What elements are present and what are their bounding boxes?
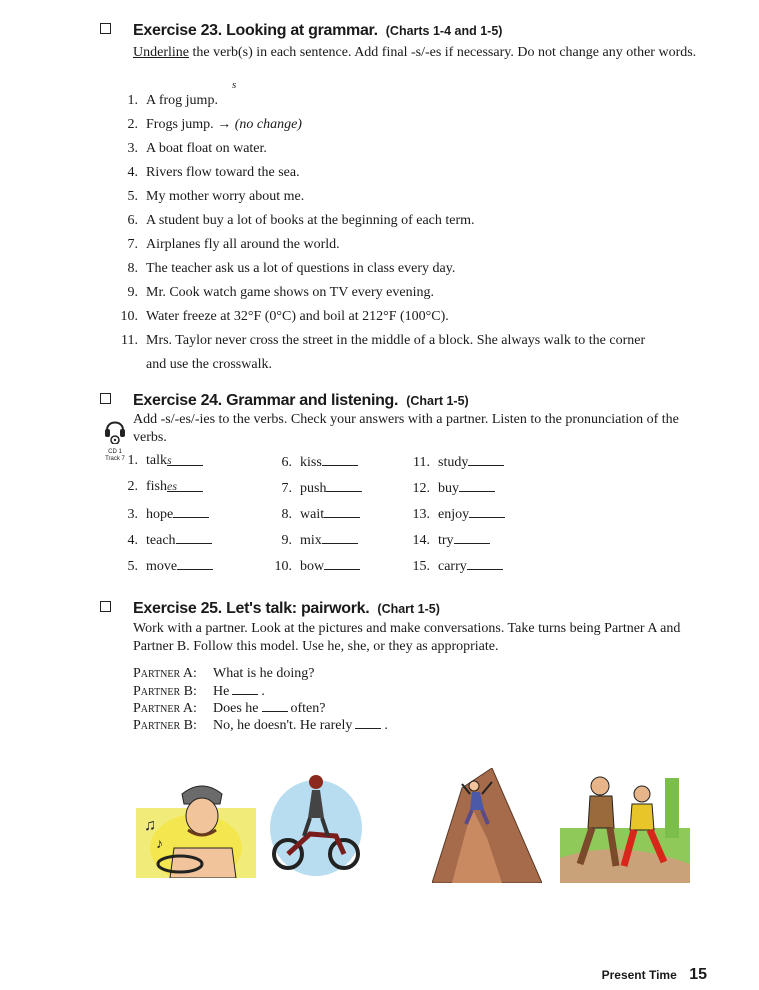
verb-item <box>266 505 360 523</box>
item-number: 13. <box>412 507 430 522</box>
verb-item <box>404 453 504 471</box>
item-number: 1. <box>127 453 138 468</box>
item-text: Mrs. Taylor never cross the street in the middle of a block. She always walk to the corner <box>146 333 646 348</box>
answer-blank[interactable] <box>467 557 503 570</box>
verb-word: talk <box>146 453 167 468</box>
verb-item <box>266 531 358 549</box>
dialogue-line <box>133 683 265 700</box>
verb-word: try <box>438 533 454 548</box>
verb-item <box>112 453 203 469</box>
item-number: 5. <box>127 189 138 204</box>
item-text: My mother worry about me. <box>146 189 305 204</box>
verb-item <box>404 505 505 523</box>
item-number: 10. <box>120 309 138 324</box>
item-text: Rivers flow toward the sea. <box>146 165 300 180</box>
verb-item <box>266 479 362 497</box>
dialogue-line <box>133 700 325 717</box>
item-number: 4. <box>127 533 138 548</box>
item-number: 8. <box>281 507 292 522</box>
verb-item <box>404 479 495 497</box>
item-text: Water freeze at 32°F (0°C) and boil at 212°F (100°C). <box>146 309 449 324</box>
svg-text:♪: ♪ <box>156 837 163 852</box>
item-number: 2. <box>127 479 138 494</box>
exercise-23-title: Exercise 23. Looking at grammar. <box>133 22 378 39</box>
checkbox-icon[interactable] <box>100 601 111 612</box>
mountain-climbing-picture <box>432 768 542 883</box>
answer-blank[interactable] <box>322 531 358 544</box>
answer-blank[interactable] <box>454 531 490 544</box>
item-note: (no change) <box>234 117 302 132</box>
answer-blank[interactable] <box>469 505 505 518</box>
exercise-24-title: Exercise 24. Grammar and listening. <box>133 392 399 409</box>
item-number: 10. <box>274 559 292 574</box>
verb-word: hope <box>146 507 174 522</box>
item-number: 7. <box>281 481 292 496</box>
list-item <box>112 141 267 157</box>
item-text: A student buy a lot of books at the beginning of each term. <box>146 213 475 228</box>
item-number: 9. <box>127 285 138 300</box>
dialogue-blank[interactable] <box>355 717 381 729</box>
verb-word: kiss <box>300 455 322 470</box>
exercise-25-instruction: Work with a partner. Look at the pictures and make conversations. Take turns being Partner A and Partner B. Follow this model. Use he, she, or they as appropriate. <box>133 621 681 654</box>
dialogue-line <box>133 717 388 734</box>
man-driving-picture <box>136 768 256 878</box>
verb-word: buy <box>438 481 459 496</box>
speaker-label: Partner A: <box>133 701 197 716</box>
answer-blank[interactable]: s <box>167 453 203 466</box>
answer-blank[interactable] <box>322 453 358 466</box>
item-number: 1. <box>127 93 138 108</box>
answer-blank[interactable] <box>459 479 495 492</box>
verb-word: bow <box>300 559 325 574</box>
speaker-label: Partner B: <box>133 684 197 699</box>
item-text: A boat float on water. <box>146 141 267 156</box>
verb-item <box>266 557 360 575</box>
item-number: 14. <box>412 533 430 548</box>
item-number: 7. <box>127 237 138 252</box>
item-number: 8. <box>127 261 138 276</box>
dialogue-blank[interactable] <box>262 700 288 712</box>
item-number: 12. <box>412 481 430 496</box>
item-number: 3. <box>127 507 138 522</box>
exercise-25-charts: (Chart 1-5) <box>377 602 440 616</box>
item-text: Mr. Cook watch game shows on TV every evening. <box>146 285 434 300</box>
svg-text:♫: ♫ <box>144 817 156 834</box>
list-item <box>112 333 645 349</box>
verb-item <box>112 479 203 495</box>
verb-word: wait <box>300 507 325 522</box>
verb-item <box>266 453 358 471</box>
answer-blank[interactable] <box>324 505 360 518</box>
item-text: The teacher ask us a lot of questions in class every day. <box>146 261 456 276</box>
verb-word: mix <box>300 533 322 548</box>
verb-item <box>404 557 503 575</box>
checkbox-icon[interactable] <box>100 23 111 34</box>
list-item <box>112 93 218 109</box>
verb-word: push <box>300 481 327 496</box>
item-number: 15. <box>412 559 430 574</box>
list-item <box>112 213 475 229</box>
exercise-23-charts: (Charts 1-4 and 1-5) <box>385 24 503 38</box>
verb-item <box>112 505 209 523</box>
dialogue-text-end: often? <box>290 701 326 716</box>
verb-word: study <box>438 455 469 470</box>
item-number: 6. <box>127 213 138 228</box>
list-item <box>112 261 455 277</box>
verb-word: teach <box>146 533 176 548</box>
exercise-24-instruction: Add -s/-es/-ies to the verbs. Check your answers with a partner. Listen to the pronunciation of the verbs. <box>133 412 679 445</box>
inserted-s-mark: s <box>232 79 237 91</box>
item-number: 11. <box>413 455 430 470</box>
item-text: A frog jump. <box>146 93 218 108</box>
dialogue-text-end: . <box>261 684 265 699</box>
exercise-25-title: Exercise 25. Let's talk: pairwork. <box>133 600 370 617</box>
verb-item <box>404 531 490 549</box>
dialogue-text: No, he doesn't. He rarely <box>213 718 353 733</box>
answer-blank[interactable] <box>176 531 212 544</box>
dialogue-line <box>133 666 314 682</box>
item-number: 6. <box>281 455 292 470</box>
list-item <box>112 285 434 301</box>
list-item <box>112 165 300 181</box>
page-number: 15 <box>689 966 707 983</box>
item-number: 2. <box>127 117 138 132</box>
headphones-icon <box>103 414 127 444</box>
page-footer <box>602 966 707 984</box>
footer-section: Present Time <box>601 968 677 982</box>
list-item <box>112 117 302 133</box>
exercise-23-instruction <box>133 44 703 62</box>
verb-item <box>112 531 212 549</box>
exercise-24-charts: (Chart 1-5) <box>406 394 469 408</box>
item-text: Airplanes fly all around the world. <box>146 237 340 252</box>
exercise-24-header <box>100 392 469 410</box>
verb-word: fish <box>146 479 167 494</box>
cd-label: CD 1 <box>108 449 122 455</box>
answer-blank[interactable] <box>177 557 213 570</box>
dialogue-text: Does he <box>213 701 259 716</box>
exercise-25-header <box>100 600 440 618</box>
answer-blank[interactable] <box>468 453 504 466</box>
list-item <box>112 237 340 253</box>
answer-blank[interactable]: es <box>167 479 203 492</box>
dialogue-text: He <box>213 684 230 699</box>
motorcycle-picture <box>266 768 366 878</box>
checkbox-icon[interactable] <box>100 393 111 404</box>
verb-word: move <box>146 559 178 574</box>
dialogue-text: What is he doing? <box>213 666 315 681</box>
exercise-23-header <box>100 22 502 40</box>
item-number: 4. <box>127 165 138 180</box>
item-continuation: and use the crosswalk. <box>146 357 272 372</box>
item-text: Frogs jump. <box>146 117 214 132</box>
arrow-icon: → <box>213 117 235 132</box>
item-number: 5. <box>127 559 138 574</box>
speaker-label: Partner A: <box>133 666 197 681</box>
verb-item <box>112 557 213 575</box>
speaker-label: Partner B: <box>133 718 197 733</box>
list-item <box>112 309 449 325</box>
answer-blank[interactable] <box>326 479 362 492</box>
item-number: 11. <box>121 333 138 348</box>
jogging-picture <box>560 768 690 883</box>
dialogue-blank[interactable] <box>232 683 258 695</box>
answer-blank[interactable] <box>324 557 360 570</box>
instruction-text: the verb(s) in each sentence. Add final -s/-es if necessary. Do not change any other words. <box>188 45 697 60</box>
instruction-underline-word: Underline <box>133 45 189 60</box>
item-number: 3. <box>127 141 138 156</box>
verb-word: carry <box>438 559 467 574</box>
track-label: Track 7 <box>105 456 125 462</box>
item-number: 9. <box>281 533 292 548</box>
dialogue-text-end: . <box>384 718 388 733</box>
list-item <box>112 189 304 205</box>
answer-blank[interactable] <box>173 505 209 518</box>
verb-word: enjoy <box>438 507 470 522</box>
